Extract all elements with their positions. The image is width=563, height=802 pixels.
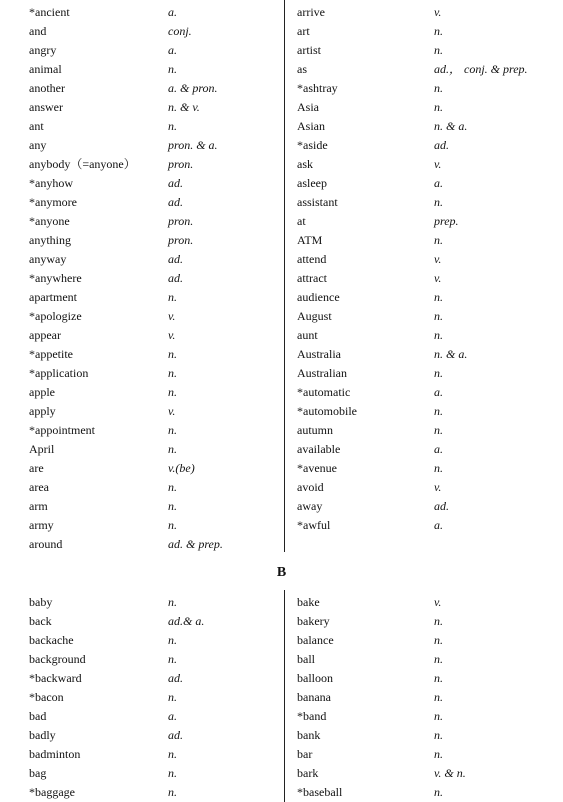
entry-row	[297, 212, 563, 231]
entry-part-of-speech: n.	[434, 81, 443, 95]
entry-word: ball	[297, 652, 315, 666]
entry-part-of-speech: ad.	[434, 499, 449, 513]
entry-row	[29, 364, 284, 383]
entry-row	[297, 269, 563, 288]
entry-part-of-speech: v.	[434, 157, 442, 171]
entry-word: bag	[29, 766, 47, 780]
entry-row	[29, 60, 284, 79]
entry-part-of-speech: a.	[434, 518, 443, 532]
entry-row	[297, 593, 563, 612]
entry-part-of-speech: v.	[168, 309, 176, 323]
entry-part-of-speech: n.	[168, 595, 177, 609]
entry-row	[297, 117, 563, 136]
entry-part-of-speech: n.	[434, 328, 443, 342]
entry-part-of-speech: n.	[434, 100, 443, 114]
entry-word: banana	[297, 690, 331, 704]
entry-part-of-speech: n.	[434, 195, 443, 209]
entry-word: ATM	[297, 233, 323, 247]
entry-row	[29, 497, 284, 516]
entry-part-of-speech: n. & a.	[434, 347, 468, 361]
entry-row	[29, 535, 284, 554]
entry-part-of-speech: n.	[434, 24, 443, 38]
entry-part-of-speech: ad.， conj. & prep.	[434, 62, 528, 76]
entry-word: bake	[297, 595, 320, 609]
entry-part-of-speech: ad.	[168, 252, 183, 266]
entry-word: balance	[297, 633, 334, 647]
entry-part-of-speech: pron.	[168, 157, 194, 171]
entry-word: balloon	[297, 671, 333, 685]
entry-word: anybody（=anyone）	[29, 157, 136, 171]
entry-part-of-speech: n.	[434, 671, 443, 685]
entry-row	[29, 307, 284, 326]
entry-row	[297, 707, 563, 726]
entry-part-of-speech: a.	[434, 176, 443, 190]
section-a	[0, 3, 563, 554]
entry-part-of-speech: n.	[168, 480, 177, 494]
entry-word: arm	[29, 499, 48, 513]
entry-row	[29, 212, 284, 231]
entry-part-of-speech: n.	[434, 233, 443, 247]
entry-part-of-speech: n.	[434, 404, 443, 418]
entry-word: ant	[29, 119, 44, 133]
entry-part-of-speech: ad.	[168, 671, 183, 685]
entry-part-of-speech: n.	[168, 442, 177, 456]
entry-row	[297, 155, 563, 174]
entry-row	[29, 193, 284, 212]
entry-word: attract	[297, 271, 327, 285]
entry-part-of-speech: conj.	[168, 24, 192, 38]
entry-word: apply	[29, 404, 56, 418]
entry-row	[29, 631, 284, 650]
entry-word: *anyone	[29, 214, 70, 228]
entry-word: back	[29, 614, 52, 628]
entry-word: bark	[297, 766, 319, 780]
entry-row	[297, 478, 563, 497]
section-b-right-column	[297, 593, 563, 802]
entry-part-of-speech: n.	[168, 347, 177, 361]
entry-row	[297, 250, 563, 269]
entry-word: apple	[29, 385, 55, 399]
entry-part-of-speech: n. & v.	[168, 100, 200, 114]
entry-word: animal	[29, 62, 62, 76]
entry-part-of-speech: v.	[168, 404, 176, 418]
entry-row	[29, 669, 284, 688]
entry-part-of-speech: n.	[434, 423, 443, 437]
entry-row	[29, 174, 284, 193]
entry-part-of-speech: pron.	[168, 214, 194, 228]
entry-word: at	[297, 214, 306, 228]
entry-row	[29, 650, 284, 669]
entry-row	[29, 402, 284, 421]
entry-part-of-speech: n.	[434, 709, 443, 723]
entry-row	[297, 193, 563, 212]
column-divider-a	[284, 0, 285, 552]
entry-part-of-speech: pron.	[168, 233, 194, 247]
entry-row	[297, 650, 563, 669]
entry-row	[297, 79, 563, 98]
entry-part-of-speech: ad.	[168, 271, 183, 285]
entry-word: *application	[29, 366, 89, 380]
entry-part-of-speech: v.	[434, 252, 442, 266]
entry-row	[29, 459, 284, 478]
entry-row	[29, 745, 284, 764]
entry-part-of-speech: v.	[434, 595, 442, 609]
entry-word: badminton	[29, 747, 81, 761]
entry-row	[297, 688, 563, 707]
entry-word: *bacon	[29, 690, 64, 704]
entry-word: Australian	[297, 366, 347, 380]
entry-word: *avenue	[297, 461, 337, 475]
entry-word: *awful	[297, 518, 331, 532]
entry-row	[297, 3, 563, 22]
entry-word: arrive	[297, 5, 325, 19]
entry-word: attend	[297, 252, 327, 266]
entry-row	[297, 421, 563, 440]
entry-row	[29, 269, 284, 288]
entry-word: angry	[29, 43, 57, 57]
entry-part-of-speech: n.	[168, 62, 177, 76]
entry-part-of-speech: n.	[434, 614, 443, 628]
entry-part-of-speech: ad.	[168, 176, 183, 190]
entry-part-of-speech: n. & a.	[434, 119, 468, 133]
entry-word: *appointment	[29, 423, 95, 437]
entry-part-of-speech: ad. & prep.	[168, 537, 223, 551]
entry-row	[29, 783, 284, 802]
entry-part-of-speech: n.	[168, 366, 177, 380]
entry-row	[29, 3, 284, 22]
entry-row	[297, 497, 563, 516]
entry-word: *automobile	[297, 404, 357, 418]
entry-part-of-speech: v.	[434, 480, 442, 494]
entry-row	[297, 764, 563, 783]
entry-row	[297, 726, 563, 745]
entry-row	[29, 440, 284, 459]
section-a-right-column	[297, 3, 563, 535]
entry-part-of-speech: a.	[434, 442, 443, 456]
entry-word: *baggage	[29, 785, 75, 799]
entry-part-of-speech: ad.	[434, 138, 449, 152]
entry-word: baby	[29, 595, 53, 609]
entry-part-of-speech: n.	[434, 747, 443, 761]
entry-part-of-speech: n.	[168, 747, 177, 761]
entry-row	[297, 174, 563, 193]
entry-part-of-speech: v.(be)	[168, 461, 195, 475]
entry-row	[29, 383, 284, 402]
entry-row	[29, 326, 284, 345]
entry-row	[29, 707, 284, 726]
entry-word: *ashtray	[297, 81, 338, 95]
entry-word: away	[297, 499, 323, 513]
entry-row	[29, 41, 284, 60]
entry-row	[297, 612, 563, 631]
entry-part-of-speech: n.	[434, 690, 443, 704]
entry-word: any	[29, 138, 47, 152]
entry-row	[29, 478, 284, 497]
entry-row	[297, 307, 563, 326]
entry-word: backache	[29, 633, 74, 647]
entry-part-of-speech: n.	[168, 518, 177, 532]
entry-row	[29, 764, 284, 783]
entry-part-of-speech: n.	[168, 690, 177, 704]
entry-row	[29, 593, 284, 612]
entry-part-of-speech: n.	[168, 290, 177, 304]
entry-word: Asia	[297, 100, 319, 114]
entry-word: aunt	[297, 328, 318, 342]
entry-row	[297, 136, 563, 155]
entry-word: background	[29, 652, 86, 666]
entry-word: ask	[297, 157, 313, 171]
entry-row	[297, 440, 563, 459]
entry-word: as	[297, 62, 307, 76]
entry-row	[29, 117, 284, 136]
entry-word: bad	[29, 709, 47, 723]
section-b-left-column	[29, 593, 284, 802]
entry-part-of-speech: n.	[168, 499, 177, 513]
entry-row	[297, 288, 563, 307]
entry-row	[29, 136, 284, 155]
entry-row	[297, 345, 563, 364]
entry-word: area	[29, 480, 49, 494]
entry-row	[297, 383, 563, 402]
entry-row	[297, 516, 563, 535]
entry-row	[297, 669, 563, 688]
entry-part-of-speech: n.	[434, 728, 443, 742]
entry-part-of-speech: a. & pron.	[168, 81, 218, 95]
entry-row	[29, 79, 284, 98]
entry-word: bank	[297, 728, 321, 742]
entry-word: bar	[297, 747, 313, 761]
entry-row	[29, 231, 284, 250]
entry-word: April	[29, 442, 55, 456]
entry-row	[29, 612, 284, 631]
entry-part-of-speech: n.	[434, 290, 443, 304]
section-b-letter: B	[276, 565, 287, 580]
entry-word: *baseball	[297, 785, 343, 799]
entry-part-of-speech: prep.	[434, 214, 459, 228]
entry-part-of-speech: a.	[168, 709, 177, 723]
section-b	[0, 593, 563, 802]
entry-part-of-speech: n.	[168, 785, 177, 799]
entry-part-of-speech: n.	[168, 766, 177, 780]
entry-row	[29, 516, 284, 535]
entry-part-of-speech: ad.& a.	[168, 614, 205, 628]
entry-part-of-speech: ad.	[168, 728, 183, 742]
entry-part-of-speech: n.	[434, 785, 443, 799]
entry-row	[29, 288, 284, 307]
entry-word: are	[29, 461, 44, 475]
entry-part-of-speech: n.	[434, 309, 443, 323]
section-a-left-column	[29, 3, 284, 554]
entry-row	[297, 41, 563, 60]
entry-word: army	[29, 518, 54, 532]
entry-row	[29, 22, 284, 41]
entry-word: Asian	[297, 119, 325, 133]
entry-row	[29, 726, 284, 745]
entry-word: available	[297, 442, 341, 456]
entry-part-of-speech: v.	[434, 271, 442, 285]
entry-part-of-speech: v. & n.	[434, 766, 466, 780]
entry-word: audience	[297, 290, 340, 304]
entry-row	[297, 60, 563, 79]
entry-word: appear	[29, 328, 61, 342]
entry-word: and	[29, 24, 47, 38]
entry-part-of-speech: v.	[434, 5, 442, 19]
entry-word: asleep	[297, 176, 327, 190]
entry-part-of-speech: n.	[434, 366, 443, 380]
column-divider-b	[284, 590, 285, 802]
entry-word: another	[29, 81, 65, 95]
entry-row	[297, 22, 563, 41]
entry-word: August	[297, 309, 332, 323]
entry-part-of-speech: n.	[434, 43, 443, 57]
entry-row	[297, 98, 563, 117]
entry-word: artist	[297, 43, 321, 57]
entry-word: *ancient	[29, 5, 70, 19]
entry-part-of-speech: n.	[434, 633, 443, 647]
entry-word: autumn	[297, 423, 333, 437]
entry-part-of-speech: n.	[168, 423, 177, 437]
entry-row	[297, 402, 563, 421]
entry-row	[29, 98, 284, 117]
entry-word: badly	[29, 728, 56, 742]
entry-word: *appetite	[29, 347, 73, 361]
entry-row	[297, 364, 563, 383]
entry-word: *anyhow	[29, 176, 73, 190]
entry-part-of-speech: n.	[168, 385, 177, 399]
entry-row	[297, 231, 563, 250]
entry-part-of-speech: n.	[434, 461, 443, 475]
entry-part-of-speech: n.	[168, 652, 177, 666]
entry-word: anything	[29, 233, 71, 247]
entry-word: *aside	[297, 138, 328, 152]
entry-row	[297, 631, 563, 650]
entry-word: around	[29, 537, 63, 551]
entry-row	[29, 155, 284, 174]
entry-word: *anywhere	[29, 271, 82, 285]
entry-part-of-speech: ad.	[168, 195, 183, 209]
entry-part-of-speech: pron. & a.	[168, 138, 218, 152]
entry-word: *apologize	[29, 309, 82, 323]
entry-part-of-speech: a.	[168, 43, 177, 57]
entry-word: *automatic	[297, 385, 351, 399]
entry-part-of-speech: n.	[168, 633, 177, 647]
entry-row	[29, 250, 284, 269]
entry-word: assistant	[297, 195, 338, 209]
entry-word: apartment	[29, 290, 77, 304]
entry-row	[29, 345, 284, 364]
entry-row	[29, 688, 284, 707]
entry-word: art	[297, 24, 310, 38]
entry-row	[297, 459, 563, 478]
entry-part-of-speech: v.	[168, 328, 176, 342]
entry-word: bakery	[297, 614, 330, 628]
entry-word: Australia	[297, 347, 341, 361]
entry-word: avoid	[297, 480, 324, 494]
entry-word: answer	[29, 100, 63, 114]
entry-part-of-speech: n.	[434, 652, 443, 666]
entry-row	[297, 783, 563, 802]
entry-part-of-speech: n.	[168, 119, 177, 133]
entry-word: anyway	[29, 252, 67, 266]
entry-row	[297, 745, 563, 764]
entry-word: *anymore	[29, 195, 77, 209]
entry-row	[297, 326, 563, 345]
entry-word: *backward	[29, 671, 82, 685]
entry-part-of-speech: a.	[168, 5, 177, 19]
entry-row	[29, 421, 284, 440]
entry-part-of-speech: a.	[434, 385, 443, 399]
entry-word: *band	[297, 709, 327, 723]
